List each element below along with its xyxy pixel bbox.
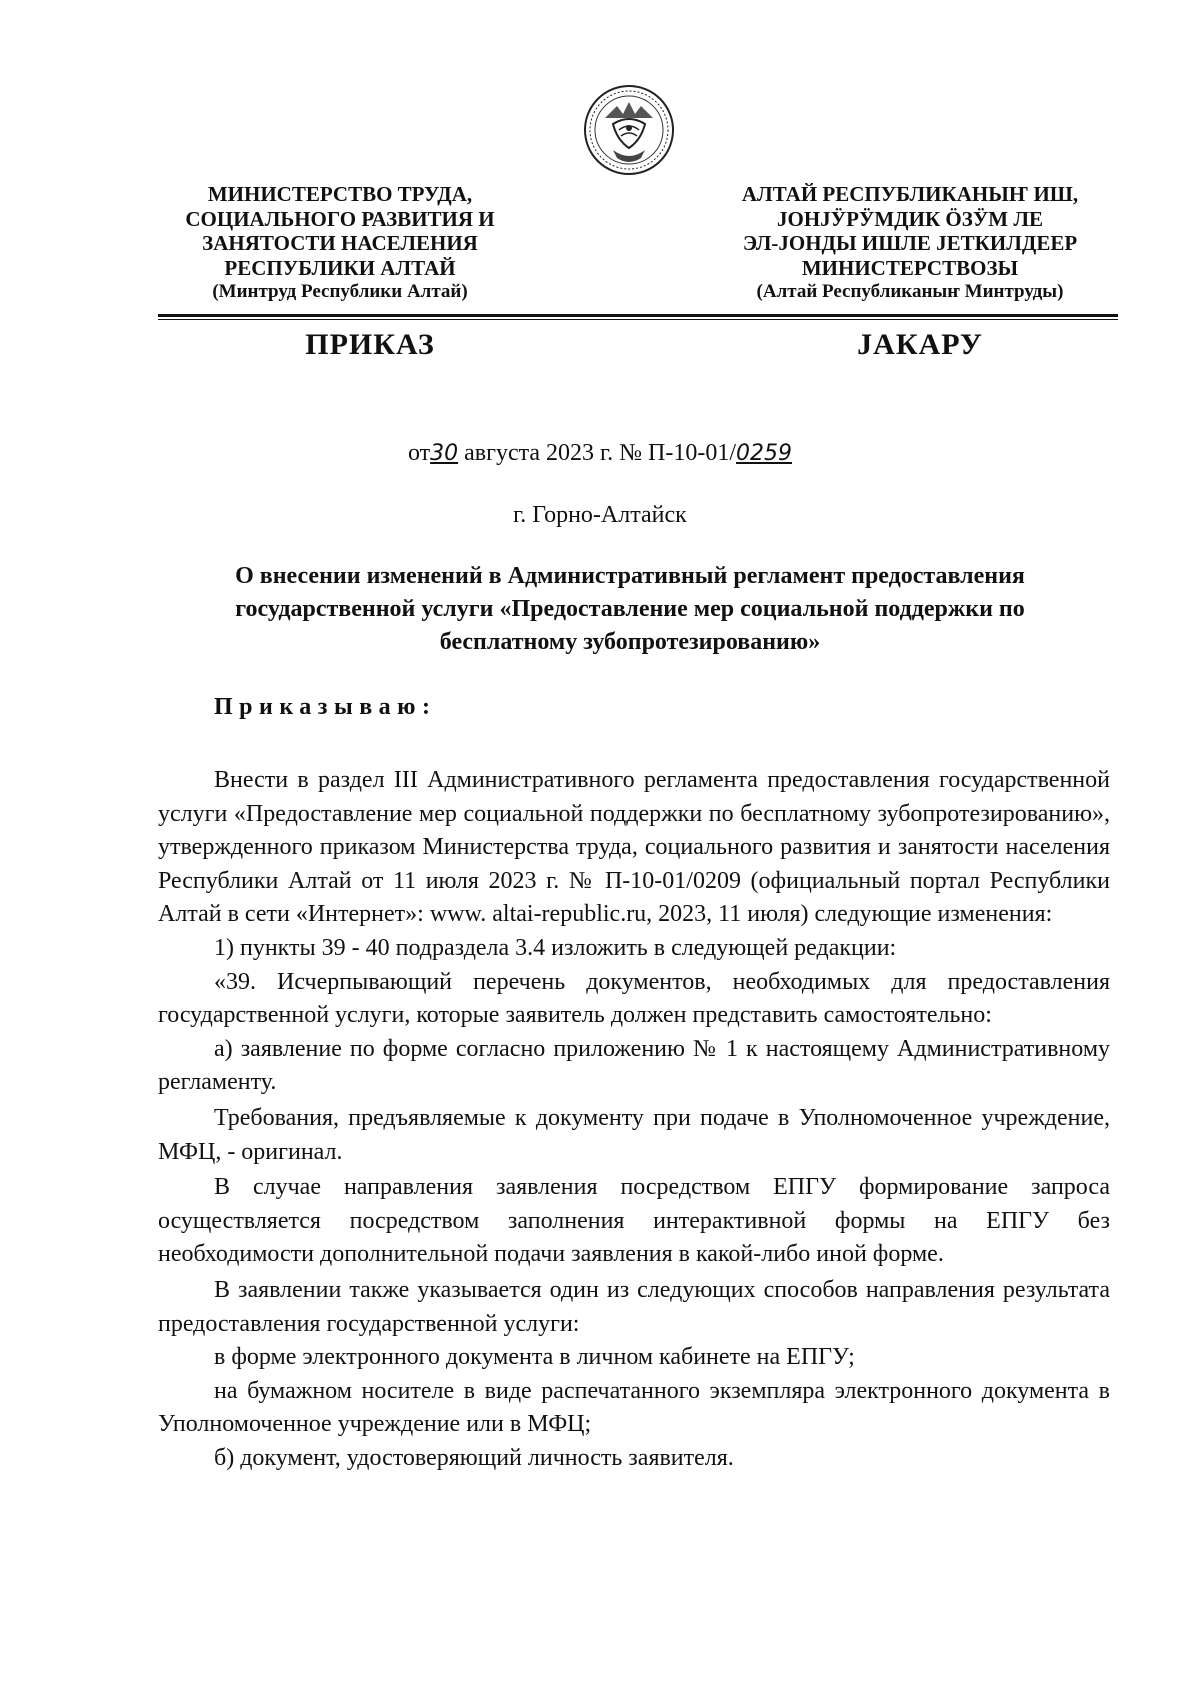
title-line: государственной услуги «Предоставление мер социальной поддержки по (235, 596, 1025, 622)
paragraph: В заявлении также указывается один из следующих способов направления результата предоставления государственной услуги: (158, 1276, 1110, 1337)
order-verb: Приказываю: (214, 694, 437, 720)
header-divider-thin (158, 319, 1118, 320)
ministry-name-altai (700, 182, 1120, 305)
paragraph: б) документ, удостоверяющий личность заявителя. (214, 1444, 734, 1471)
paragraph: «39. Исчерпывающий перечень документов, необходимых для предоставления государственной услуги, которые заявитель должен представить самостоятельно: (158, 968, 1110, 1029)
date-text: августа 2023 г. № П-10-01/ (458, 440, 737, 466)
order-word-altai: ЈАКАРУ (857, 328, 983, 361)
document-body (158, 764, 1110, 1475)
document-title (150, 560, 1110, 659)
order-date-number (0, 440, 1200, 467)
title-line: О внесении изменений в Административный регламент предоставления (235, 563, 1025, 589)
ministry-name-russian (140, 182, 540, 305)
paragraph: Требования, предъявляемые к документу при подаче в Уполномоченное учреждение, МФЦ, - оригинал. (158, 1104, 1110, 1165)
order-word-russian: ПРИКАЗ (305, 328, 435, 361)
paragraph: на бумажном носителе в виде распечатанного экземпляра электронного документа в Уполномоченное учреждение или в МФЦ; (158, 1377, 1110, 1438)
header-divider-thick (158, 314, 1118, 317)
ministry-line: ЗАНЯТОСТИ НАСЕЛЕНИЯ (202, 231, 478, 255)
paragraph: в форме электронного документа в личном кабинете на ЕПГУ; (214, 1344, 855, 1371)
ministry-line: МИНИСТЕРСТВОЗЫ (801, 255, 1019, 280)
handwritten-number: 0259 (736, 441, 793, 466)
ministry-line: ЭЛ-ЈОНДЫ ИШЛЕ ЈЕТКИЛДЕЕР (742, 231, 1078, 255)
handwritten-day: 30 (430, 441, 459, 466)
ministry-line: СОЦИАЛЬНОГО РАЗВИТИЯ И (185, 206, 495, 231)
ministry-line: АЛТАЙ РЕСПУБЛИКАНЫҤ ИШ, (741, 182, 1079, 206)
ministry-line: МИНИСТЕРСТВО ТРУДА, (207, 182, 473, 206)
ministry-abbreviation: (Алтай Республиканыҥ Минтруды) (756, 281, 1064, 302)
ministry-line: ЈОНЈӰРӰМДИК ÖЗӰМ ЛЕ (777, 206, 1043, 231)
paragraph: В случае направления заявления посредством ЕПГУ формирование запроса осуществляется посредством заполнения интерактивной формы на ЕПГУ без необходимости дополнительной подачи заявления в какой-либо иной форме. (158, 1174, 1110, 1268)
coat-of-arms-emblem (583, 84, 675, 176)
paragraph: а) заявление по форме согласно приложению № 1 к настоящему Административному регламенту. (158, 1035, 1110, 1096)
date-prefix: от (407, 440, 431, 466)
paragraph: 1) пункты 39 - 40 подраздела 3.4 изложить в следующей редакции: (214, 934, 897, 961)
paragraph: Внести в раздел III Административного регламента предоставления государственной услуги «Предоставление мер социальной поддержки по бесплатному зубопротезированию», утвержденного приказом Министерства труда, социального развития и занятости населения Республики Алтай от 11 июля 2023 г. № П-10-01/0209 (официальный портал Республики Алтай в сети «Интернет»: www. altai-republic.ru, 2023, 11 июля) следующие изменения: (158, 767, 1110, 928)
ministry-abbreviation: (Минтруд Республики Алтай) (212, 281, 468, 302)
title-line: бесплатному зубопротезированию» (439, 629, 821, 655)
ministry-line: РЕСПУБЛИКИ АЛТАЙ (224, 255, 456, 280)
city-line: г. Горно-Алтайск (513, 502, 687, 528)
